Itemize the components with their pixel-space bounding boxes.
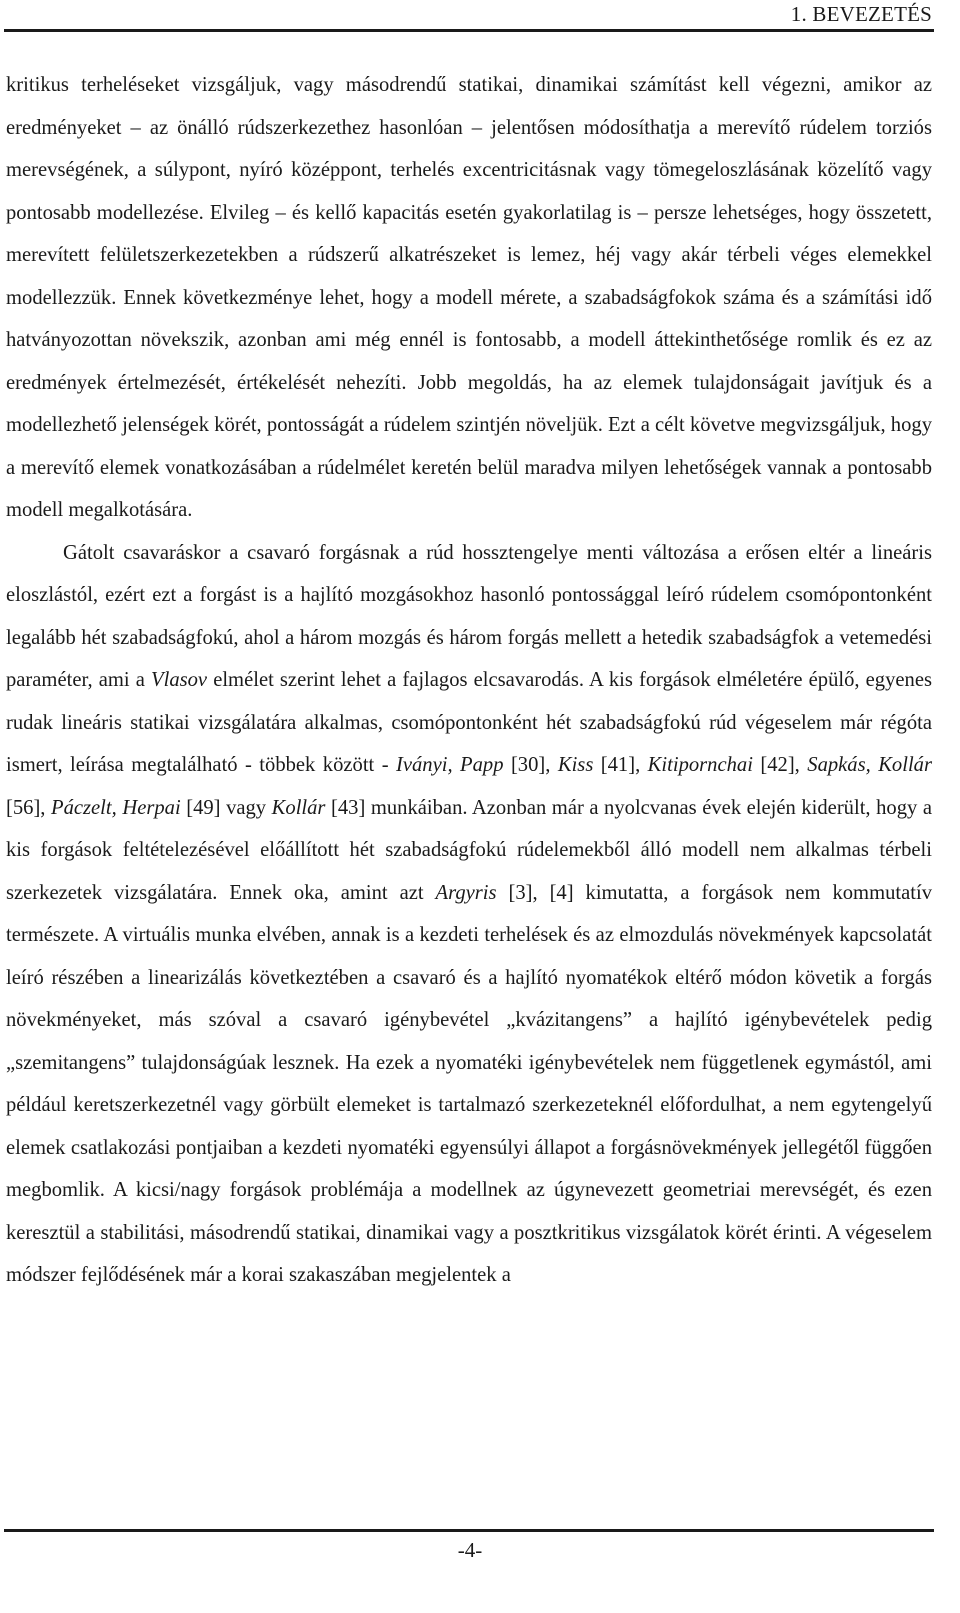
italic-citation: Kollár xyxy=(271,796,326,819)
italic-citation: Páczelt, Herpai xyxy=(51,796,181,819)
running-header-title: 1. BEVEZETÉS xyxy=(790,2,932,26)
text-run: elmélet szerint lehet a fajlagos elcsavarodás. A kis forgások elméletére épülő, egyenes rudak lineáris statikai vizsgálatára alkalmas, csomópontonként hét szabadságfokú rúd végeselem már régóta ismert, leírása megtalálható - többek között - xyxy=(6,669,932,776)
text-run: Gátolt csavaráskor a csavaró forgásnak a rúd hossztengelye menti változása a erősen eltér a lineáris eloszlástól, ezért ezt a forgást is a hajlító mozgásokhoz hasonló pontossággal leíró rúdelem csomópontonként legalább hét szabadságfokú, ahol a három mozgás és három forgás mellett a hetedik szabadságfok a vetemedési paraméter, ami a xyxy=(6,541,932,691)
text-run: [43] munkáiban. Azonban már a nyolcvanas évek elején kiderült, hogy a kis forgások feltételezésével előállított hét szabadságfokú rúdelemekből álló modell nem alkalmas térbeli szerkezetek vizsgálatára. Ennek oka, amint azt xyxy=(6,796,932,904)
italic-citation: Kiss xyxy=(557,754,594,776)
body-text xyxy=(6,64,932,1297)
italic-citation: Sapkás, Kollár xyxy=(807,754,932,776)
italic-citation: Vlasov xyxy=(151,669,208,691)
footer-divider xyxy=(4,1529,934,1532)
text-run: [42], xyxy=(752,754,808,776)
text-run: kritikus terheléseket vizsgáljuk, vagy másodrendű statikai, dinamikai számítást kell végezni, amikor az eredményeket – az önálló rúdszerkezethez hasonlóan – jelentősen módosíthatja a merevítő rúdelem torziós merevségének, a súlypont, nyíró középpont, terhelés excentricitásnak vagy tömegeloszlásának közelítő vagy pontosabb modellezése. Elvileg – és kellő kapacitás esetén gyakorlatilag is – persze lehetséges, hogy összetett, merevített felületszerkezetekben a rúdszerű alkatrészeket is lemez, héj vagy akár térbeli véges elemekkel modellezzük. Ennek következménye lehet, hogy a modell mérete, a szabadságfokok száma és a számítási idő hatványozottan növekszik, azonban ami még ennél is fontosabb, a modell áttekinthetősége romlik és ez az eredmények értelmezését, értékelését nehezíti. Jobb megoldás, ha az elemek tulajdonságait javítjuk és a modellezhető jelenségek körét, pontosságát a rúdelem szintjén növeljük. Ezt a célt követve megvizsgáljuk, hogy a merevítő elemek vonatkozásában a rúdelmélet keretén belül maradva milyen lehetőségek vannak a pontosabb modell megalkotására. xyxy=(6,74,932,521)
text-run: [30], xyxy=(503,754,558,776)
text-run: [49] vagy xyxy=(180,796,272,819)
italic-citation: Kitipornchai xyxy=(647,754,753,776)
paragraph-1 xyxy=(6,64,932,532)
text-run: [56], xyxy=(6,796,52,819)
italic-citation: Argyris xyxy=(435,881,497,904)
text-run: [3], [4] kimutatta, a forgások nem kommutatív természete. A virtuális munka elvében, annak is a kezdeti terhelések és az elmozdulás növekmények kapcsolatát leíró részében a linearizálás következtében a csavaró és a hajlító nyomatékok eltérő módon követik a forgás növekményeket, más szóval a csavaró igénybevétel „kvázitangens” a hajlító igénybevételek pedig „szemitangens” tulajdonságúak lesznek. Ha ezek a nyomatéki igénybevételek nem függetlenek egymástól, ami például keretszerkezetnél vagy görbült elemeket is tartalmazó szerkezeteknél előfordulhat, a nem egytengelyű elemek csatlakozási pontjaiban a kezdeti nyomatéki egyensúlyi állapot a forgásnövekmények jellegétől függően megbomlik. A kicsi/nagy forgások problémája a modellnek az úgynevezett geometriai merevségét, és ezen keresztül a stabilitási, másodrendű statikai, dinamikai vagy a posztkritikus vizsgálatok körét érinti. A végeselem módszer fejlődésének már a korai szakaszában megjelentek a xyxy=(6,881,932,1286)
header-divider xyxy=(4,29,934,32)
paragraph-2 xyxy=(6,532,932,1297)
text-run: [41], xyxy=(593,754,648,776)
page-number: -4- xyxy=(457,1538,483,1562)
italic-citation: Iványi, Papp xyxy=(396,754,504,776)
